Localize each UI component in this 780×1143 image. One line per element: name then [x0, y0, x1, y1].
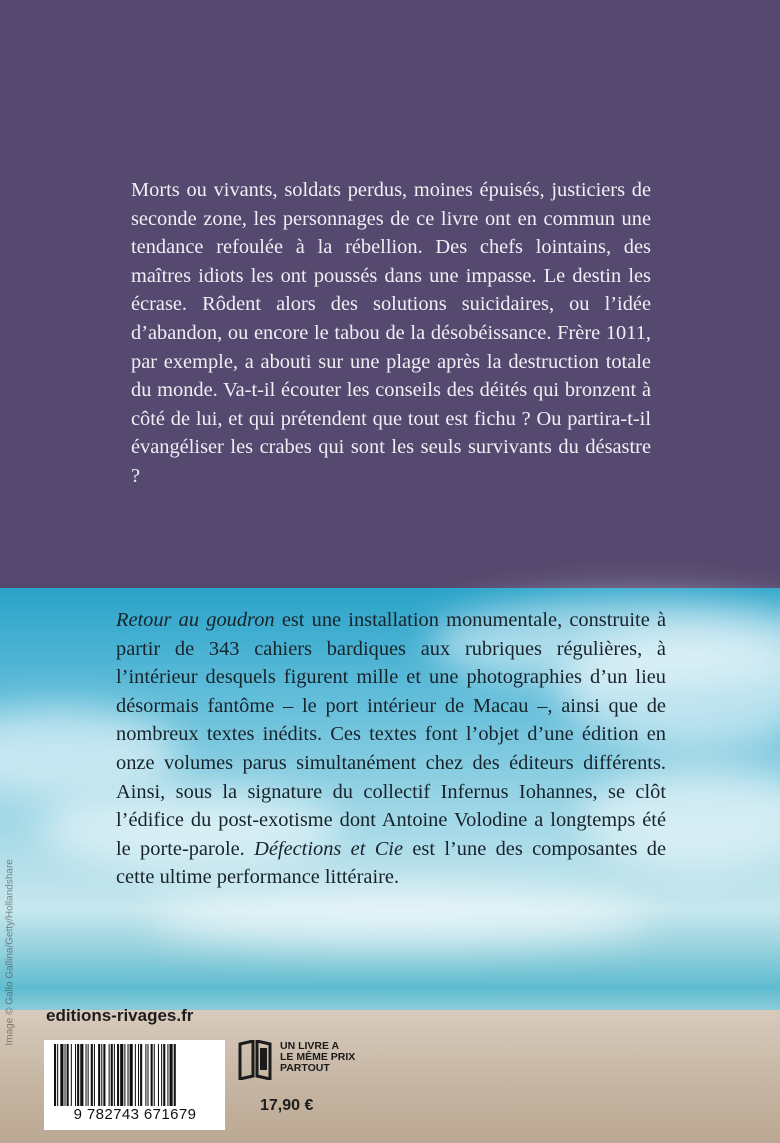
- isbn-digits: 9 782743 671679: [73, 1106, 197, 1123]
- logo-line-1: UN LIVRE A: [280, 1040, 340, 1052]
- price: 17,90 €: [260, 1097, 314, 1114]
- book-title-defections: Défections et Cie: [254, 837, 404, 860]
- book-price-logo-icon: [238, 1040, 272, 1080]
- barcode-icon: [52, 1044, 217, 1106]
- paragraph-2-text-1: est une installation monumentale, construite à partir de 343 cahiers bardiques aux rubriques régulières, à l’intérieur desquels figurent mille et une photographies d’un lieu désormais fantôme – le port intérieur de Macau –, ainsi que de nombreux textes inédits. Ces textes font l’objet d’une édition en onze volumes parus simultanément chez des éditeurs différents. Ainsi, sous la signature du collectif Infernus Iohannes, se clôt l’édifice du post-exotisme dont Antoine Volodine a longtemps été le porte-parole.: [116, 609, 666, 860]
- publisher-website[interactable]: editions-rivages.fr: [46, 1006, 194, 1025]
- blurb-paragraph-1: Morts ou vivants, soldats perdus, moines épuisés, justiciers de seconde zone, les personnages de ce livre ont en commun une tendance refoulée à la rébellion. Des chefs lointains, des maîtres idiots les ont poussés dans une impasse. Le destin les écrase. Rôdent alors des solutions suicidaires, ou l’idée d’abandon, ou encore le tabou de la désobéissance. Frère 1011, par exemple, a abouti sur une plage après la destruction totale du monde. Va-t-il écouter les conseils des déités qui bronzent à côté de lui, et qui prétendent que tout est fichu ? Ou partira-t-il évangéliser les crabes qui sont les seuls survivants du désastre ?: [131, 179, 651, 487]
- blurb-paragraph-2: [116, 606, 666, 892]
- logo-line-2: LE MÊME PRIX: [280, 1051, 356, 1063]
- logo-line-3: PARTOUT: [280, 1062, 330, 1074]
- image-credit-text: Image © Gallo Gallina/Getty/Hollandshare: [4, 859, 16, 1046]
- isbn-barcode: [44, 1040, 225, 1130]
- book-price-logo-text: [280, 1041, 355, 1074]
- paragraph-2-text-2: est l’une des composantes de cette ultime performance littéraire.: [116, 837, 666, 889]
- book-title-retour: Retour au goudron: [116, 609, 275, 631]
